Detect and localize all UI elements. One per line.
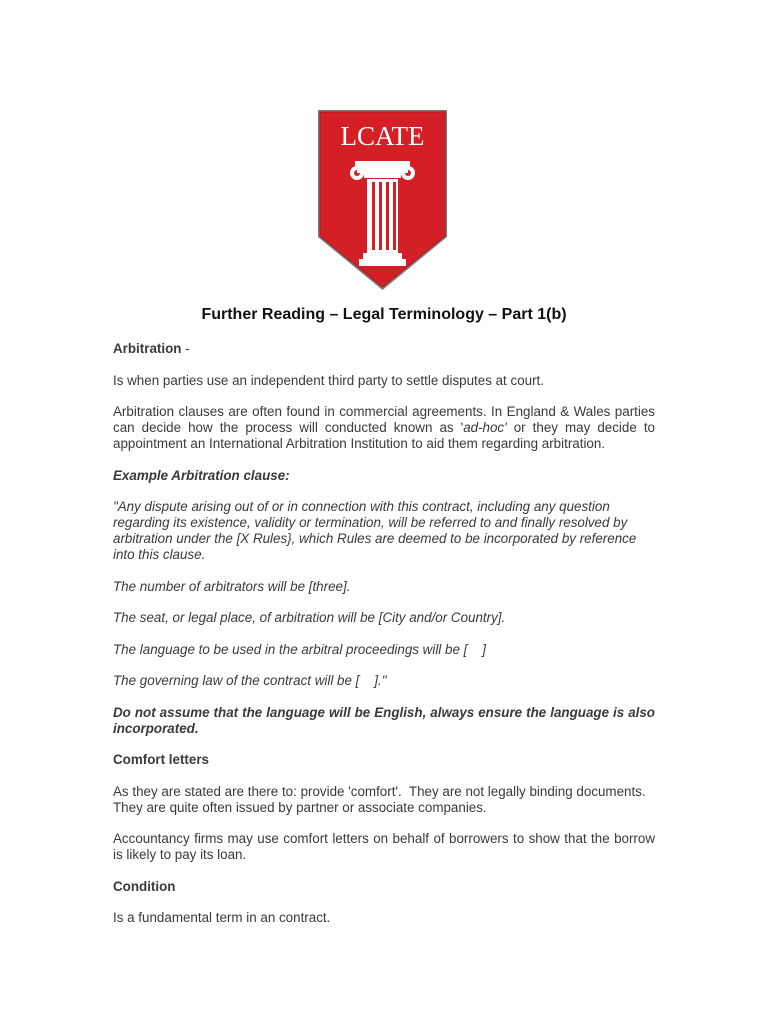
example-clause-language: The language to be used in the arbitral proceedings will be [ ] — [113, 641, 486, 657]
logo-text: LCATE — [340, 121, 425, 151]
arbitration-clauses-paragraph: Arbitration clauses are often found in commercial agreements. In England & Wales parties can decide how the process will conducted known as 'ad-hoc' or they may decide to appointment an International Arbitration Institution to aid them regarding arbitration. — [113, 404, 655, 451]
arbitration-heading-line — [113, 341, 655, 357]
example-clause-text: "Any dispute arising out of or in connection with this contract, including any question regarding its existence, validity or termination, will be referred to and finally resolved by arbitration under the [X Rules}, which Rules are deemed to be incorporated by reference into this clause. — [113, 499, 637, 562]
lcate-logo — [317, 109, 448, 291]
example-clause-heading: Example Arbitration clause: — [113, 467, 290, 483]
comfort-letters-paragraph-2: Accountancy firms may use comfort letters on behalf of borrowers to show that the borrow is likely to pay its loan. — [113, 831, 655, 862]
language-warning: Do not assume that the language will be English, always ensure the language is also incorporated. — [113, 704, 655, 736]
condition-heading: Condition — [113, 878, 176, 894]
arbitration-definition: Is when parties use an independent third party to settle disputes at court. — [113, 372, 544, 388]
arbitration-heading: Arbitration — [113, 341, 182, 356]
document-title: Further Reading – Legal Terminology – Part 1(b) — [201, 306, 567, 323]
document-body — [113, 341, 655, 942]
arbitration-heading-suffix: - — [181, 341, 190, 356]
example-clause-arbitrators: The number of arbitrators will be [three]. — [113, 578, 351, 594]
comfort-letters-heading: Comfort letters — [113, 752, 209, 767]
comfort-letters-paragraph-1: As they are stated are there to: provide 'comfort'. They are not legally binding documents. They are quite often issued by partner or associate companies. — [113, 783, 653, 815]
example-clause-governing-law: The governing law of the contract will be [ ]." — [113, 673, 387, 688]
ad-hoc-term: ad-hoc' — [463, 420, 507, 435]
example-clause-seat: The seat, or legal place, of arbitration will be [City and/or Country]. — [113, 610, 506, 625]
condition-definition: Is a fundamental term in an contract. — [113, 910, 331, 925]
lcate-shield — [317, 109, 448, 291]
